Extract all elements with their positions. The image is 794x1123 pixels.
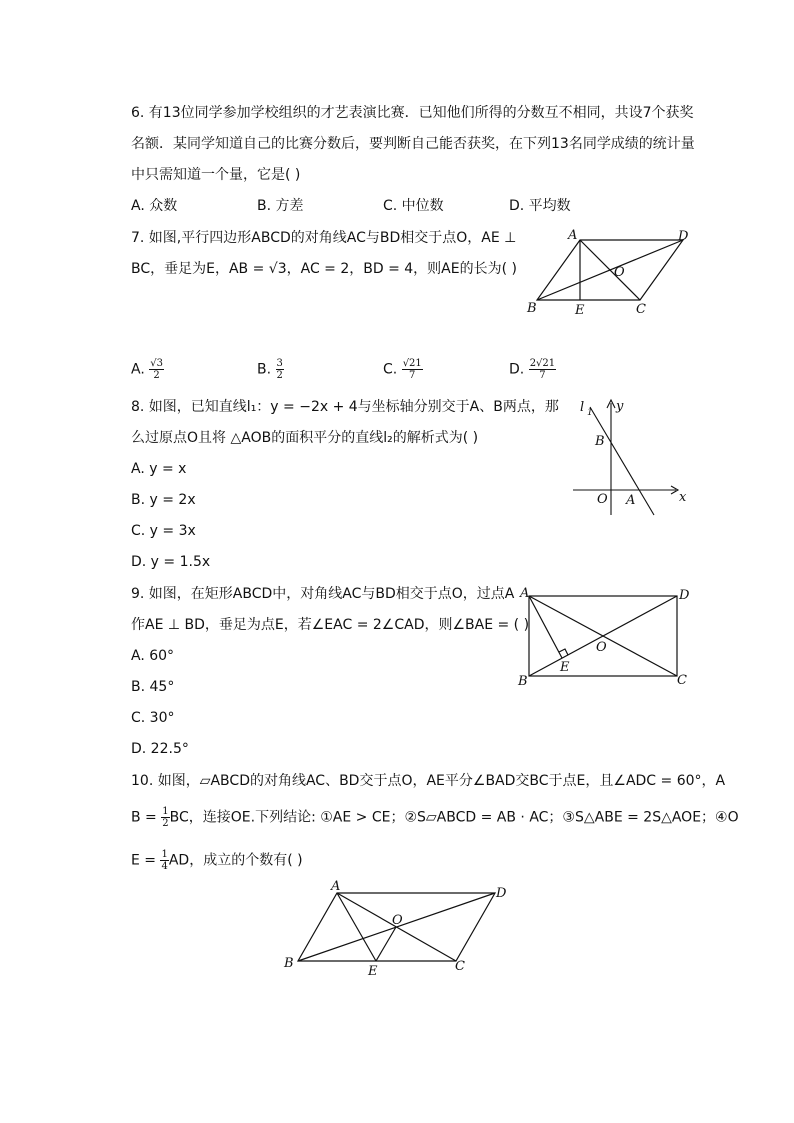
q9-label-b: B: [518, 674, 528, 689]
q8-line-1: 8. 如图，已知直线l₁：y = −2x + 4与坐标轴分别交于A、B两点，那: [131, 399, 559, 415]
q9-label-e: E: [560, 660, 570, 675]
q10-line-2-rest: BC，连接OE.下列结论: ①AE > CE；②S▱ABCD = AB · AC；③S△ABE = 2S△AOE；④O: [169, 809, 739, 826]
q7-parallelogram-figure: [525, 228, 695, 318]
q10-label-d: D: [496, 886, 507, 901]
q8-option-a: A. y = x: [131, 461, 187, 477]
q10-label-o: O: [392, 913, 403, 928]
q10-label-c: C: [455, 959, 465, 974]
q9-option-a: A. 60°: [131, 648, 175, 664]
q7-option-b-label: B.: [257, 361, 272, 378]
q7-option-b-den: 2: [276, 370, 283, 381]
q8-label-l-subscript: 1: [587, 408, 593, 418]
q10-bisector-ae: [337, 893, 376, 961]
q10-line-2-frac-num: 1: [162, 806, 169, 817]
q10-label-a: A: [331, 879, 341, 894]
q9-line-1: 9. 如图，在矩形ABCD中，对角线AC与BD相交于点O，过点A: [131, 586, 515, 602]
q10-line-2: [131, 806, 739, 829]
q7-label-o: O: [614, 265, 625, 280]
q9-option-d: D. 22.5°: [131, 741, 189, 757]
q9-option-c: C. 30°: [131, 710, 175, 726]
q8-label-l: l: [580, 400, 585, 415]
q7-line-2: BC，垂足为E，AB = √3，AC = 2，BD = 4，则AE的长为( ): [131, 261, 517, 277]
q8-label-y: y: [616, 399, 624, 414]
q8-line-2: 么过原点O且将 △AOB的面积平分的直线l₂的解析式为( ): [131, 430, 479, 446]
q7-option-d-den: 7: [539, 370, 546, 381]
q7-option-c: [383, 358, 423, 381]
q10-label-e: E: [368, 964, 378, 979]
q9-line-2: 作AE ⊥ BD，垂足为点E，若∠EAC = 2∠CAD，则∠BAE = ( ): [131, 617, 530, 633]
q7-option-d-num: 2√21: [529, 358, 556, 369]
q8-option-c: C. y = 3x: [131, 523, 196, 539]
q7-line-1: 7. 如图,平行四边形ABCD的对角线AC与BD相交于点O，AE ⊥: [131, 230, 517, 246]
q7-option-a-num: √3: [150, 358, 163, 369]
q7-label-b: B: [527, 301, 537, 316]
q10-segment-oe: [376, 927, 396, 961]
q10-line-2-frac-den: 2: [162, 818, 169, 829]
q6-option-d: D. 平均数: [509, 198, 571, 214]
q10-line-3-frac-den: 4: [161, 861, 168, 872]
q10-line-3-frac: [160, 849, 168, 872]
q6-line-3: 中只需知道一个量，它是( ): [131, 167, 301, 183]
q8-label-x: x: [679, 490, 687, 505]
q6-option-b: B. 方差: [257, 198, 304, 214]
q7-option-c-frac: [402, 358, 423, 381]
q6-line-2: 名额．某同学知道自己的比赛分数后，要判断自己能否获奖，在下列13名同学成绩的统计量: [131, 136, 695, 152]
q6-option-c: C. 中位数: [383, 198, 444, 214]
q7-option-a: [131, 358, 164, 381]
q9-label-o: O: [596, 640, 607, 655]
q10-line-2-start: B =: [131, 809, 162, 826]
q8-label-o: O: [597, 492, 608, 507]
q7-label-d: D: [678, 229, 689, 244]
q8-label-b: B: [595, 434, 605, 449]
q8-option-d: D. y = 1.5x: [131, 554, 211, 570]
q10-line-1: 10. 如图，▱ABCD的对角线AC、BD交于点O，AE平分∠BAD交BC于点E，且∠ADC = 60°，A: [131, 773, 726, 789]
q7-option-a-frac: [149, 358, 164, 381]
q10-line-3-frac-num: 1: [161, 849, 168, 860]
q7-option-b-frac: [276, 358, 284, 381]
q8-option-b: B. y = 2x: [131, 492, 196, 508]
q6-line-1: 6. 有13位同学参加学校组织的才艺表演比赛．已知他们所得的分数互不相同，共设7个获奖: [131, 105, 694, 121]
q7-label-a: A: [568, 228, 578, 243]
q9-option-b: B. 45°: [131, 679, 175, 695]
q7-option-d-label: D.: [509, 361, 525, 378]
q10-line-2-frac: [161, 806, 169, 829]
q9-label-a: A: [520, 586, 530, 601]
q7-label-c: C: [636, 302, 646, 317]
q7-label-e: E: [575, 303, 585, 318]
q7-option-c-den: 7: [409, 370, 416, 381]
q9-label-c: C: [677, 673, 687, 688]
q9-rectangle-figure: [515, 585, 695, 690]
q8-coordinate-figure: [568, 395, 693, 520]
q7-option-b: [257, 358, 284, 381]
q9-label-d: D: [679, 588, 690, 603]
q10-parallelogram-figure: [280, 878, 520, 978]
q7-option-d-frac: [529, 358, 556, 381]
q10-label-b: B: [284, 956, 294, 971]
q10-line-3-start: E =: [131, 852, 161, 869]
q7-option-c-label: C.: [383, 361, 398, 378]
q7-option-a-den: 2: [153, 370, 160, 381]
q10-line-3: [131, 849, 303, 872]
q10-line-3-rest: AD，成立的个数有( ): [168, 852, 303, 869]
q7-option-b-num: 3: [276, 358, 283, 369]
q6-option-a: A. 众数: [131, 198, 178, 214]
q7-option-d: [509, 358, 556, 381]
q7-option-c-num: √21: [402, 358, 422, 369]
q7-option-a-label: A.: [131, 361, 145, 378]
q8-label-a: A: [626, 493, 636, 508]
